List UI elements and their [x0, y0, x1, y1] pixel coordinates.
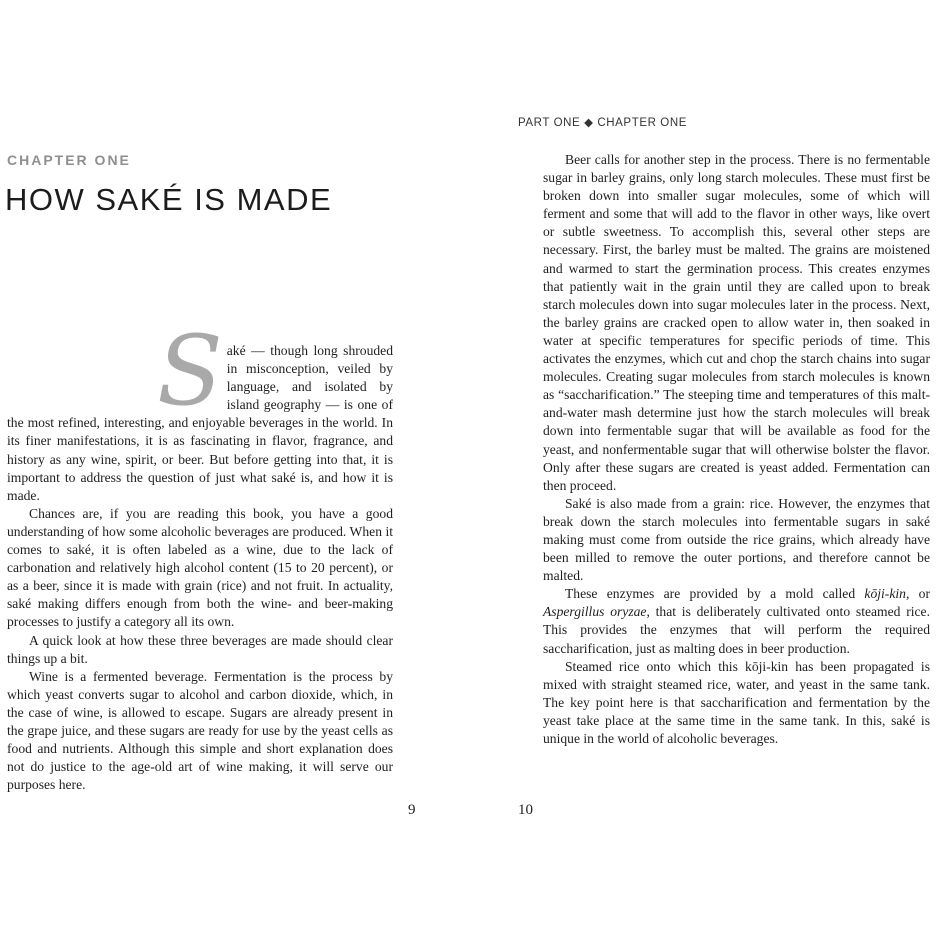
paragraph-text: aké — though long shrouded in misconception, veiled by language, and isolated by island geography — is one of the most refined, interesting, and enjoyable beverages in the world. In its finer manifestations, it is as fascinating in flavor, fragrance, and history as any wine, spirit, or beer. But before getting into that, it is important to address the question of just what saké is, and how it is made. [7, 343, 393, 503]
chapter-label: CHAPTER ONE [7, 152, 131, 168]
text-run: These enzymes are provided by a mold called [565, 586, 865, 602]
paragraph: Steamed rice onto which this kōji-kin has been propagated is mixed with straight steamed rice, water, and yeast in the same tank. The key point here is that saccharification and fermentation by the yeast take place at the same time in the same tank. In this, saké is unique in the world of alcoholic beverages. [543, 658, 930, 746]
paragraph: Beer calls for another step in the process. There is no fermentable sugar in barley grains, only long starch molecules. These must first be broken down into smaller sugar molecules, some of which will ferment and some that will add to the flavor in other ways, like overt or subtle sweetness. To accomplish this, several other steps are necessary. First, the barley must be malted. The grains are moistened and warmed to start the germination process. This creates enzymes that patiently wait in the grain until they are called upon to break starch molecules down into sugar molecules later in the process. Next, the barley grains are cracked open to allow water in, then soaked in water at specific temperatures for specific periods of time. This activates the enzymes, which cut and chop the starch chains into sugar molecules. Creating sugar molecules from starch molecules is known as “saccharification.” The steeping time and temperatures of this malt-and-water mash determine just how the starch molecules will break down into fermentable sugar that will be available as food for the yeast, and nonfermentable sugar that will otherwise bolster the flavor. Only after these sugars are created is yeast added. Fermentation can then proceed. [543, 152, 930, 493]
term-koji-kin: kōji-kin [864, 586, 906, 602]
paragraph: Saké is also made from a grain: rice. However, the enzymes that break down the starch molecules into fermentable sugars in saké making must come from outside the rice grains, which already have been milled to remove the outer portions, and therefore cannot be malted. [543, 495, 930, 584]
paragraph [543, 585, 930, 657]
left-body-text [7, 315, 393, 794]
text-run: , or [905, 586, 930, 602]
right-page [468, 0, 937, 937]
paragraph: Chances are, if you are reading this book, you have a good understanding of how some alcoholic beverages are produced. When it comes to saké, it is often labeled as a wine, due to the lack of carbonation and relatively high alcohol content (15 to 20 percent), or as a beer, since it is made with grain (rice) and not fruit. In actuality, saké making differs enough from both the wine- and beer-making processes to justify a category all its own. [7, 505, 393, 630]
page-number: 9 [408, 802, 416, 818]
left-page [0, 0, 468, 937]
term-aspergillus-oryzae: Aspergillus oryzae [543, 604, 647, 620]
page-number: 10 [518, 802, 533, 818]
running-head: PART ONE ◆ CHAPTER ONE [518, 117, 688, 129]
drop-cap: S [157, 315, 223, 427]
paragraph: A quick look at how these three beverages are made should clear things up a bit. [7, 632, 393, 666]
text-run: , that is deliberately cultivated onto steamed rice. This provides the enzymes that will perform the required saccharification, just as malting does in beer production. [543, 604, 930, 656]
opening-paragraph [7, 315, 393, 505]
right-body-text [543, 151, 930, 748]
chapter-title: HOW SAKÉ IS MADE [5, 182, 333, 217]
paragraph: Wine is a fermented beverage. Fermentation is the process by which yeast converts sugar to alcohol and carbon dioxide, which, in the case of wine, is allowed to escape. Sugars are already present in the grape juice, and these sugars are ready for use by the yeast cells as food and nutrients. Although this simple and short explanation does not do justice to the age-old art of wine making, it will serve our purposes here. [7, 668, 393, 793]
